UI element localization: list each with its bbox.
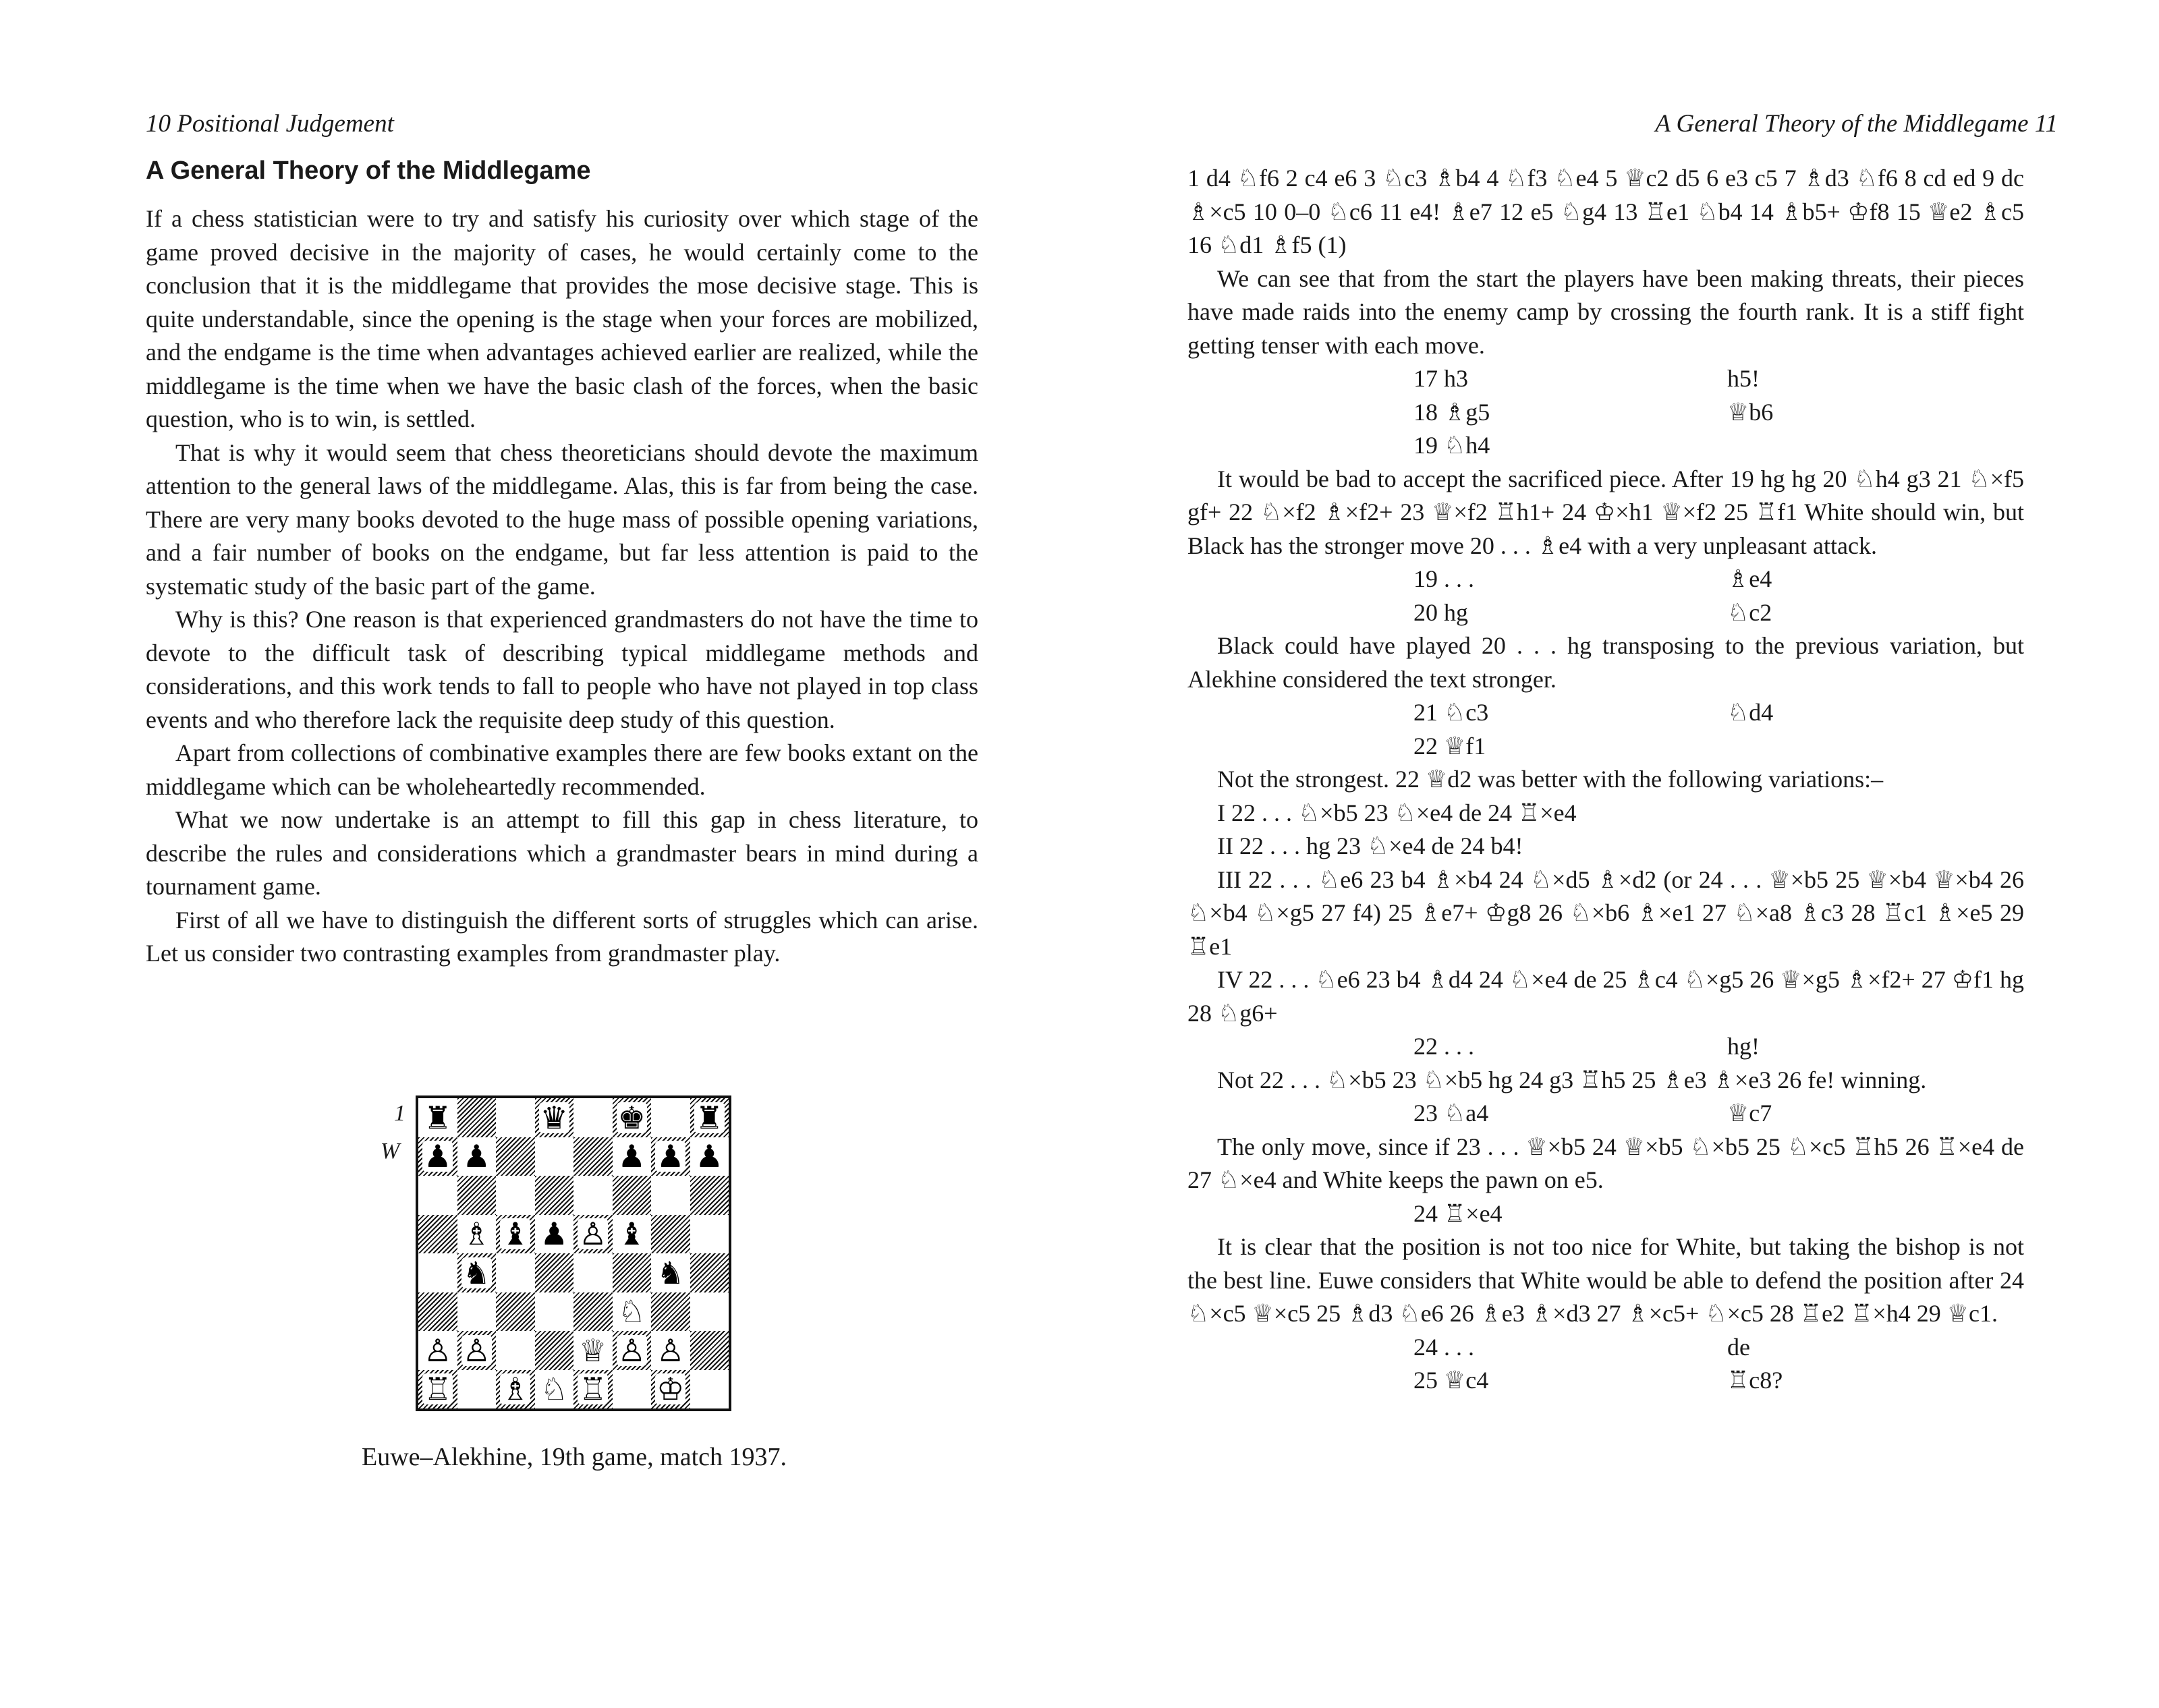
chess-piece: ♜ [695,1099,723,1136]
board-square [457,1215,497,1254]
right-page [1080,0,2159,1708]
white-move: 18 ♗g5 [1413,398,1490,426]
chess-piece: ♕ [579,1332,607,1369]
chess-board [416,1095,731,1411]
board-square [651,1176,690,1215]
board-square [457,1331,497,1370]
board-square [613,1370,652,1409]
chess-piece: ♞ [462,1254,490,1291]
board-square [651,1098,690,1137]
right-running-head: A General Theory of the Middlegame 11 [1655,110,2058,138]
chess-piece: ♟ [462,1138,490,1175]
board-square [613,1215,652,1254]
diagram-side-to-move: W [381,1139,400,1164]
board-square [496,1331,535,1370]
board-square [690,1292,729,1332]
paragraph: Not the strongest. 22 ♕d2 was better with the following variations:– [1217,766,1884,793]
board-square [535,1370,574,1409]
board-square [535,1098,574,1137]
move-line [1187,730,2024,764]
move-line [1187,429,2024,463]
white-move: 24 ♖×e4 [1413,1199,1503,1227]
board-square [496,1098,535,1137]
board-square [496,1253,535,1292]
white-move: 23 ♘a4 [1413,1100,1489,1127]
black-move: h5! [1727,365,1760,392]
paragraph: II 22 . . . hg 23 ♘×e4 de 24 b4! [1217,832,1523,859]
chess-piece: ♜ [424,1099,452,1136]
move-line [1187,696,2024,730]
black-move: ♗e4 [1727,565,1772,592]
board-square [418,1370,457,1409]
board-square [496,1370,535,1409]
board-square [651,1253,690,1292]
board-square [613,1137,652,1176]
left-body-text [146,202,978,971]
chess-piece: ♝ [617,1216,646,1253]
paragraph: I 22 . . . ♘×b5 23 ♘×e4 de 24 ♖×e4 [1217,799,1577,826]
chess-piece: ♙ [579,1216,607,1253]
board-square [457,1137,497,1176]
white-move: 22 ♕f1 [1413,732,1486,760]
paragraph: That is why it would seem that chess theoreticians should devote the maximum attention to the general laws of the middlegame. Alas, this is far from being the case. There are very many books devoted to the huge mass of possible opening variations, and a fair number of books on the endgame, but far less attention is paid to the systematic study of the basic part of the game. [146,438,978,600]
board-square [573,1292,613,1332]
paragraph: Why is this? One reason is that experienced grandmasters do not have the time to devote to the difficult task of describing typical middlegame methods and considerations, and this work tends to fall to people who have not played in top class events and who therefore lack the requisite deep study of this question. [146,606,978,733]
board-square [418,1331,457,1370]
diagram-number: 1 [394,1101,405,1126]
chess-piece: ♞ [656,1254,685,1291]
board-square [690,1331,729,1370]
board-square [573,1176,613,1215]
board-square [457,1292,497,1332]
move-line [1187,1097,2024,1131]
chess-piece: ♙ [617,1332,646,1369]
board-square [535,1253,574,1292]
board-square [418,1292,457,1332]
paragraph: What we now undertake is an attempt to fill this gap in chess literature, to describe the rules and considerations which a grandmaster bears in mind during a tournament game. [146,806,978,900]
board-square [690,1137,729,1176]
board-square [613,1331,652,1370]
board-square [418,1253,457,1292]
paragraph: 1 d4 ♘f6 2 c4 e6 3 ♘c3 ♗b4 4 ♘f3 ♘e4 5 ♕c2 d5 6 e3 c5 7 ♗d3 ♘f6 8 cd ed 9 dc ♗×c5 10 0–0 ♘c6 11 e4! ♗e7 12 e5 ♘g4 13 ♖e1 ♘b4 14 ♗b5+ ♔f8 15 ♕e2 ♗c5 16 ♘d1 ♗f5 (1) [1187,165,2024,258]
board-square [690,1098,729,1137]
board-square [496,1137,535,1176]
board-square [457,1253,497,1292]
white-move: 17 h3 [1413,365,1468,392]
board-square [573,1215,613,1254]
move-line [1187,1030,2024,1064]
board-square [457,1176,497,1215]
board-square [418,1137,457,1176]
board-square [690,1253,729,1292]
white-move: 21 ♘c3 [1413,699,1489,726]
chess-piece: ♟ [695,1138,723,1175]
black-move: ♕b6 [1727,398,1774,426]
white-move: 25 ♕c4 [1413,1367,1489,1394]
board-square [690,1215,729,1254]
diagram-caption: Euwe–Alekhine, 19th game, match 1937. [361,1443,787,1471]
paragraph: It would be bad to accept the sacrificed piece. After 19 hg hg 20 ♘h4 g3 21 ♘×f5 gf+ 22 ♘×f2 ♗×f2+ 23 ♕×f2 ♖h1+ 24 ♔×h1 ♕×f2 25 ♖f1 White should win, but Black has the stronger move 20 . . . ♗e4 with a very unpleasant attack. [1187,465,2024,559]
black-move: de [1727,1333,1750,1361]
board-square [573,1137,613,1176]
board-square [573,1098,613,1137]
move-line [1187,596,2024,630]
board-square [651,1215,690,1254]
board-square [651,1137,690,1176]
move-line [1187,362,2024,396]
board-square [573,1331,613,1370]
chess-piece: ♚ [617,1099,646,1136]
board-square [496,1215,535,1254]
board-square [418,1215,457,1254]
black-move: ♕c7 [1727,1100,1772,1127]
board-square [651,1331,690,1370]
chess-piece: ♙ [462,1332,490,1369]
board-square [613,1253,652,1292]
paragraph: IV 22 . . . ♘e6 23 b4 ♗d4 24 ♘×e4 de 25 ♗c4 ♘×g5 26 ♕×g5 ♗×f2+ 27 ♔f1 hg 28 ♘g6+ [1187,966,2024,1027]
board-square [496,1292,535,1332]
chess-piece: ♖ [424,1371,452,1408]
board-square [613,1098,652,1137]
chess-piece: ♖ [579,1371,607,1408]
paragraph: First of all we have to distinguish the different sorts of struggles which can arise. Let us consider two contrasting examples from grandmaster play. [146,906,978,967]
white-move: 24 . . . [1413,1333,1474,1361]
chess-piece: ♟ [617,1138,646,1175]
chess-piece: ♟ [424,1138,452,1175]
move-line [1187,396,2024,430]
right-body-text [1187,162,2024,1398]
paragraph: We can see that from the start the players have been making threats, their pieces have made raids into the enemy camp by crossing the fourth rank. It is a stiff fight getting tenser with each move. [1187,264,2024,359]
paragraph: III 22 . . . ♘e6 23 b4 ♗×b4 24 ♘×d5 ♗×d2 (or 24 . . . ♕×b5 25 ♕×b4 ♕×b4 26 ♘×b4 ♘×g5 27 f4) 25 ♗e7+ ♔g8 26 ♘×b6 ♗×e1 27 ♘×a8 ♗c3 28 ♖c1 ♗×e5 29 ♖e1 [1187,865,2024,960]
board-square [496,1176,535,1215]
black-move: hg! [1727,1033,1760,1060]
board-square [651,1370,690,1409]
paragraph: Apart from collections of combinative examples there are few books extant on the middlegame which can be wholeheartedly recommended. [146,739,978,800]
board-square [613,1292,652,1332]
board-square [535,1292,574,1332]
chess-piece: ♛ [540,1099,568,1136]
black-move: ♘c2 [1727,598,1772,626]
white-move: 22 . . . [1413,1033,1474,1060]
board-square [690,1370,729,1409]
white-move: 19 . . . [1413,565,1474,592]
board-square [573,1253,613,1292]
chess-piece: ♗ [462,1216,490,1253]
board-square [535,1176,574,1215]
chess-piece: ♟ [540,1216,568,1253]
move-line [1187,1331,2024,1365]
black-move: ♘d4 [1727,699,1774,726]
chess-piece: ♘ [617,1293,646,1330]
left-running-head: 10 Positional Judgement [146,110,394,138]
paragraph: The only move, since if 23 . . . ♕×b5 24 ♕×b5 ♘×b5 25 ♘×c5 ♖h5 26 ♖×e4 de 27 ♘×e4 and White keeps the pawn on e5. [1187,1133,2025,1193]
white-move: 19 ♘h4 [1413,432,1490,459]
board-square [535,1331,574,1370]
chess-piece: ♙ [656,1332,685,1369]
board-square [418,1176,457,1215]
paragraph: Black could have played 20 . . . hg transposing to the previous variation, but Alekhine considered the text stronger. [1187,632,2024,693]
chess-piece: ♝ [501,1216,530,1253]
board-square [651,1292,690,1332]
board-square [457,1098,497,1137]
chess-piece: ♘ [540,1371,568,1408]
chess-piece: ♙ [424,1332,452,1369]
paragraph: If a chess statistician were to try and satisfy his curiosity over which stage of the game proved decisive in the majority of cases, he would certainly come to the conclusion that it is the middlegame that provides the mose decisive stage. This is quite understandable, since the opening is the stage when your forces are mobilized, and the endgame is the time when advantages achieved earlier are realized, while the middlegame is the time when we have the basic clash of the forces, when the basic question, who is to win, is settled. [146,205,978,432]
board-square [418,1098,457,1137]
board-square [535,1215,574,1254]
black-move: ♖c8? [1727,1367,1783,1394]
board-square [573,1370,613,1409]
board-square [535,1137,574,1176]
paragraph: Not 22 . . . ♘×b5 23 ♘×b5 hg 24 g3 ♖h5 25 ♗e3 ♗×e3 26 fe! winning. [1217,1066,1927,1093]
move-line [1187,563,2024,596]
white-move: 20 hg [1413,598,1468,626]
board-square [457,1370,497,1409]
chess-diagram [416,1095,731,1411]
paragraph: It is clear that the position is not too nice for White, but taking the bishop is not the best line. Euwe considers that White would be able to defend the position after 24 ♘×c5 ♕×c5 25 ♗d3 ♘e6 26 ♗e3 ♗×d3 27 ♗×c5+ ♘×c5 28 ♖e2 ♖×h4 29 ♕c1. [1187,1233,2024,1327]
chess-piece: ♔ [656,1371,685,1408]
chess-piece: ♟ [656,1138,685,1175]
board-square [690,1176,729,1215]
move-line [1187,1197,2024,1231]
section-title: A General Theory of the Middlegame [146,156,591,185]
move-line [1187,1364,2024,1398]
board-square [613,1176,652,1215]
chess-piece: ♗ [501,1371,530,1408]
